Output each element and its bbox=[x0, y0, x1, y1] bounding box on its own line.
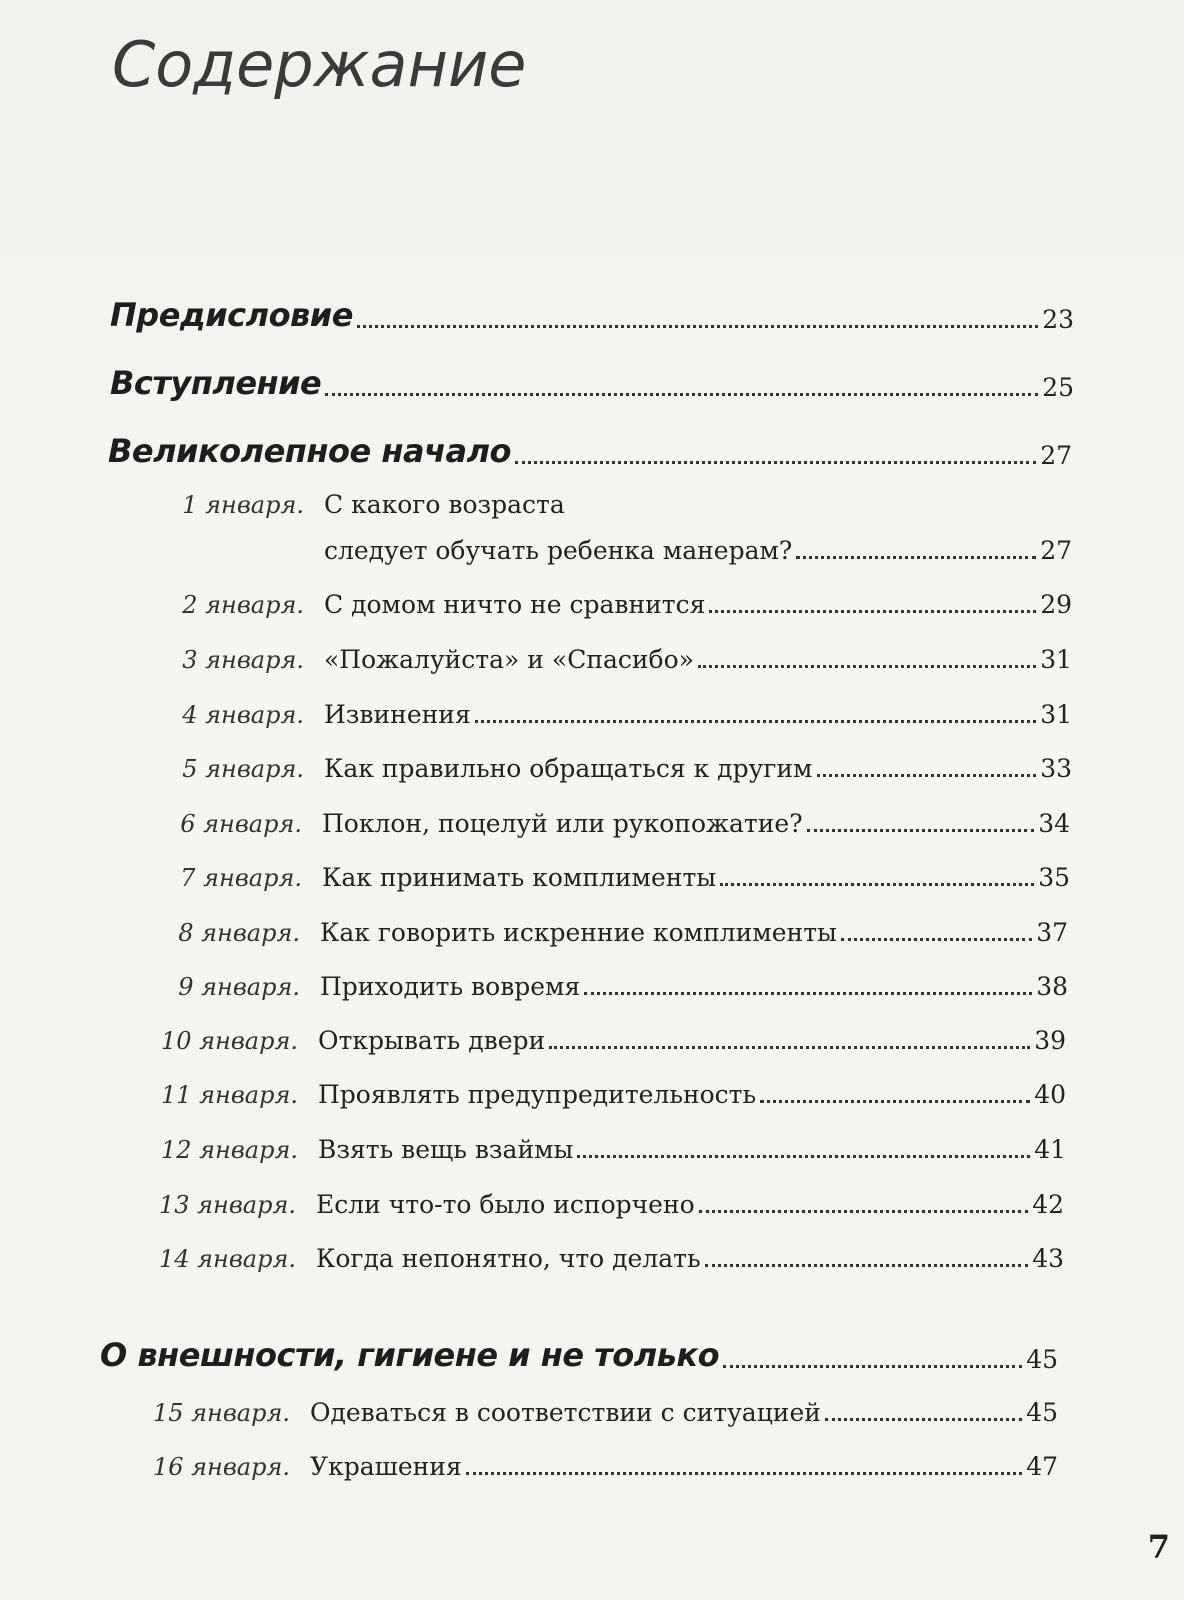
leader-dots bbox=[720, 882, 1034, 886]
entry-date: 11 января. bbox=[160, 1081, 298, 1109]
page-number: 42 bbox=[1032, 1190, 1064, 1219]
page-number: 23 bbox=[1042, 305, 1074, 334]
toc-entry bbox=[100, 1244, 1064, 1273]
toc-entry bbox=[108, 645, 1072, 674]
entry-title: Как принимать комплименты bbox=[322, 863, 717, 892]
entry-date: 13 января. bbox=[158, 1191, 296, 1219]
section-title: Предисловие bbox=[110, 296, 353, 334]
entry-date: 7 января. bbox=[180, 864, 302, 892]
leader-dots bbox=[549, 1045, 1030, 1049]
page-number: 47 bbox=[1026, 1452, 1058, 1481]
entry-date: 1 января. bbox=[182, 491, 304, 519]
section-title: Вступление bbox=[110, 364, 322, 402]
toc-section-introduction bbox=[110, 364, 1074, 402]
toc-entry bbox=[104, 918, 1068, 947]
leader-dots bbox=[817, 773, 1037, 777]
entry-date: 3 января. bbox=[182, 646, 304, 674]
entry-title: Взять вещь взаймы bbox=[318, 1135, 574, 1164]
toc-entry bbox=[102, 1026, 1066, 1055]
entry-date: 6 января. bbox=[180, 810, 302, 838]
page-number: 33 bbox=[1040, 754, 1072, 783]
entry-date: 10 января. bbox=[160, 1027, 298, 1055]
entry-title: следует обучать ребенка манерам? bbox=[324, 536, 793, 565]
entry-title-line1: С какого возраста bbox=[324, 490, 565, 519]
leader-dots bbox=[705, 1263, 1029, 1267]
toc-entry bbox=[104, 972, 1068, 1001]
leader-dots bbox=[796, 555, 1036, 559]
entry-date: 14 января. bbox=[158, 1245, 296, 1273]
toc-entry bbox=[94, 1398, 1058, 1427]
entry-title: Украшения bbox=[310, 1452, 462, 1481]
toc-entry-line1 bbox=[108, 490, 1072, 519]
section-title: О внешности, гигиене и не только bbox=[100, 1336, 720, 1374]
toc-entry bbox=[94, 1452, 1058, 1481]
page-number: 39 bbox=[1034, 1026, 1066, 1055]
entry-title: Приходить вовремя bbox=[320, 972, 581, 1001]
entry-title: Когда непонятно, что делать bbox=[316, 1244, 701, 1273]
entry-title: Как говорить искренние комплименты bbox=[320, 918, 837, 947]
entry-title: Проявлять предупредительность bbox=[318, 1080, 757, 1109]
page-number: 41 bbox=[1034, 1135, 1066, 1164]
page-number: 29 bbox=[1040, 590, 1072, 619]
entry-title: Открывать двери bbox=[318, 1026, 546, 1055]
toc-entry bbox=[108, 590, 1072, 619]
entry-title: Если что-то было испорчено bbox=[316, 1190, 695, 1219]
leader-dots bbox=[825, 1417, 1022, 1421]
toc-entry bbox=[106, 809, 1070, 838]
page-number: 25 bbox=[1042, 373, 1074, 402]
page-number: 45 bbox=[1026, 1345, 1058, 1374]
entry-title: С домом ничто не сравнится bbox=[324, 590, 706, 619]
page-number: 45 bbox=[1026, 1398, 1058, 1427]
entry-title: Поклон, поцелуй или рукопожатие? bbox=[322, 809, 803, 838]
leader-dots bbox=[699, 1209, 1029, 1213]
page-folio-number: 7 bbox=[1147, 1528, 1170, 1566]
leader-dots bbox=[515, 460, 1036, 464]
section-title: Великолепное начало bbox=[108, 432, 512, 470]
leader-dots bbox=[760, 1099, 1030, 1103]
leader-dots bbox=[841, 937, 1032, 941]
entry-date: 2 января. bbox=[182, 591, 304, 619]
page-number: 27 bbox=[1040, 536, 1072, 565]
entry-date: 15 января. bbox=[152, 1399, 290, 1427]
leader-dots bbox=[475, 719, 1036, 723]
page-number: 34 bbox=[1038, 809, 1070, 838]
leader-dots bbox=[709, 609, 1036, 613]
leader-dots bbox=[723, 1364, 1022, 1368]
page-number: 35 bbox=[1038, 863, 1070, 892]
toc-entry bbox=[102, 1135, 1066, 1164]
toc-entry bbox=[102, 1080, 1066, 1109]
leader-dots bbox=[698, 664, 1036, 668]
toc-entry bbox=[100, 1190, 1064, 1219]
page-title: Содержание bbox=[112, 28, 527, 101]
page-number: 37 bbox=[1036, 918, 1068, 947]
leader-dots bbox=[357, 324, 1038, 328]
leader-dots bbox=[325, 392, 1038, 396]
page-number: 38 bbox=[1036, 972, 1068, 1001]
toc-entry bbox=[108, 754, 1072, 783]
entry-date: 4 января. bbox=[182, 701, 304, 729]
toc-section-appearance-hygiene bbox=[100, 1336, 1058, 1374]
entry-title: Как правильно обращаться к другим bbox=[324, 754, 813, 783]
leader-dots bbox=[584, 991, 1032, 995]
leader-dots bbox=[577, 1154, 1030, 1158]
entry-title: Одеваться в соответствии с ситуацией bbox=[310, 1398, 821, 1427]
entry-date: 12 января. bbox=[160, 1136, 298, 1164]
page-number: 27 bbox=[1040, 441, 1072, 470]
entry-title: Извинения bbox=[324, 700, 471, 729]
page-number: 43 bbox=[1032, 1244, 1064, 1273]
entry-date: 16 января. bbox=[152, 1453, 290, 1481]
entry-date: 8 января. bbox=[178, 919, 300, 947]
page-number: 31 bbox=[1040, 700, 1072, 729]
toc-entry bbox=[324, 536, 1072, 565]
entry-title: «Пожалуйста» и «Спасибо» bbox=[324, 645, 694, 674]
leader-dots bbox=[466, 1471, 1022, 1475]
entry-date: 9 января. bbox=[178, 973, 300, 1001]
leader-dots bbox=[807, 828, 1035, 832]
toc-entry bbox=[106, 863, 1070, 892]
toc-section-magnificent-start bbox=[108, 432, 1072, 470]
toc-section-preface bbox=[110, 296, 1074, 334]
entry-date: 5 января. bbox=[182, 755, 304, 783]
page-number: 31 bbox=[1040, 645, 1072, 674]
page-number: 40 bbox=[1034, 1080, 1066, 1109]
toc-entry bbox=[108, 700, 1072, 729]
